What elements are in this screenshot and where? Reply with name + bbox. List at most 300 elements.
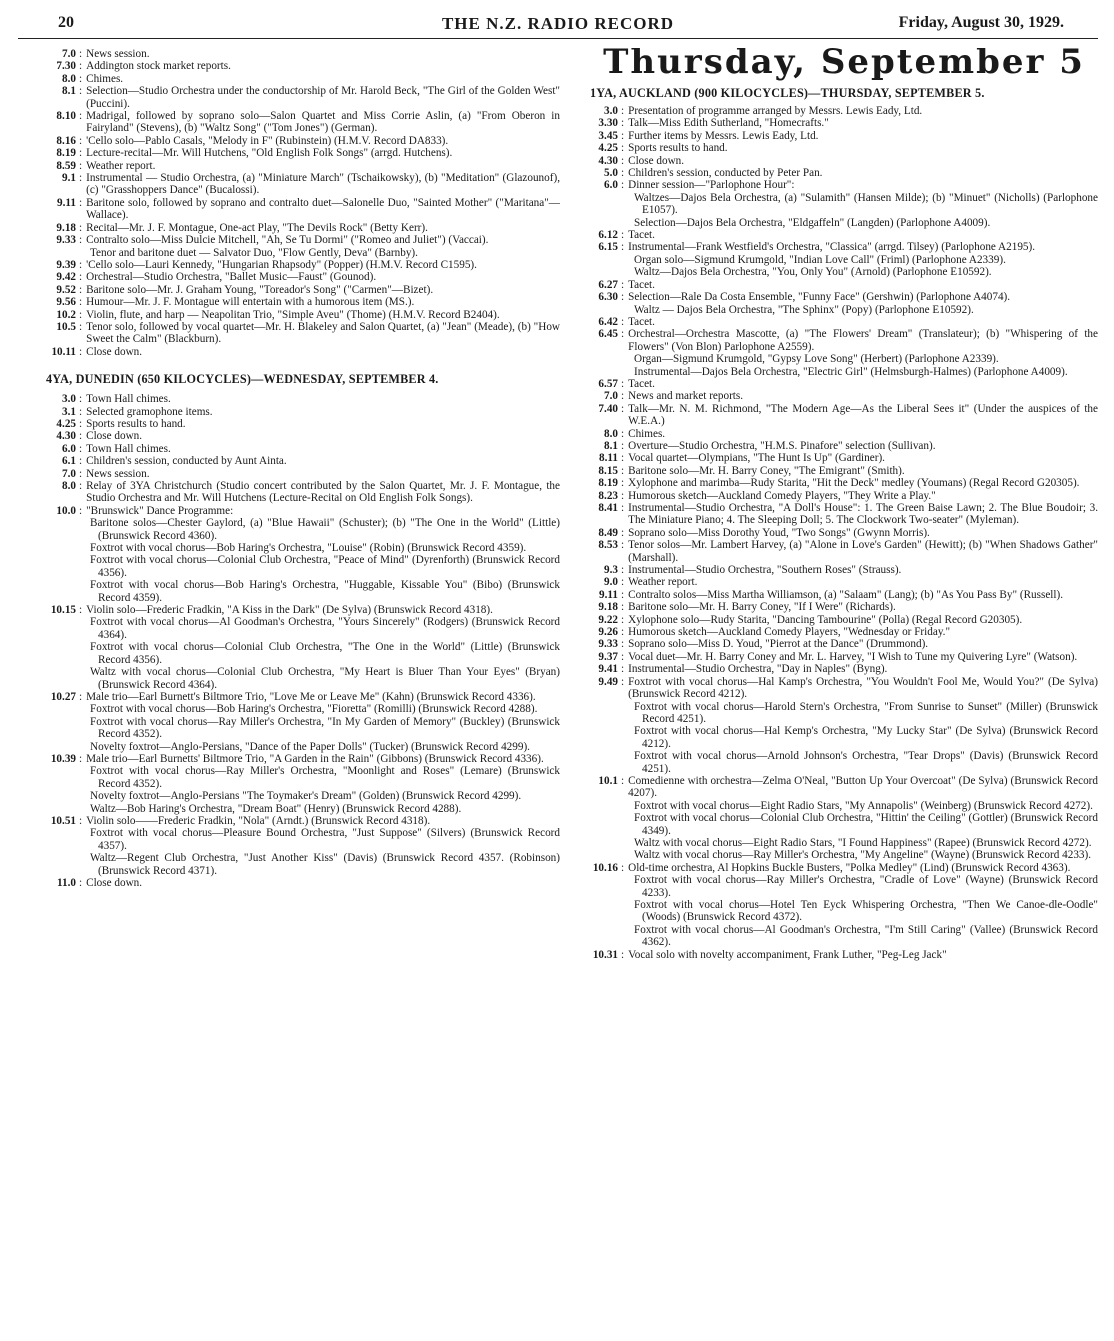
- entry-text: Old-time orchestra, Al Hopkins Buckle Busters, "Polka Medley" (Lind) (Brunswick Record 4363).: [628, 861, 1071, 874]
- entry-time: 10.39: [50, 752, 76, 765]
- time-separator: :: [621, 539, 625, 552]
- time-separator: :: [79, 877, 83, 889]
- programme-list-3ya: [46, 48, 560, 358]
- entry-time: 9.39: [56, 258, 76, 271]
- programme-entry: [46, 60, 560, 72]
- entry-text: Talk—Mr. N. M. Richmond, "The Modern Age—As the Liberal Sees it" (Under the auspices of the W.E.A.): [628, 402, 1098, 428]
- entry-time: 7.40: [598, 402, 618, 415]
- programme-entry: [46, 691, 560, 703]
- time-separator: :: [79, 442, 83, 455]
- entry-subitem: Selection—Dajos Bela Orchestra, "Eldgaffeln" (Langden) (Parlophone A4009).: [634, 216, 991, 229]
- programme-entry: [46, 160, 560, 172]
- entry-text: Humour—Mr. J. F. Montague will entertain with a humorous item (MS.).: [86, 296, 415, 309]
- entry-text: Weather report.: [628, 576, 698, 589]
- programme-list-1ya: [590, 105, 1098, 961]
- entry-text: Selection—Rale Da Costa Ensemble, "Funny Face" (Gershwin) (Parlophone A4074).: [628, 291, 1011, 304]
- entry-time: 7.0: [604, 390, 618, 403]
- time-separator: :: [621, 489, 625, 502]
- time-separator: :: [621, 526, 625, 539]
- entry-time: 9.56: [56, 296, 76, 309]
- entry-subitem: Foxtrot with vocal chorus—Bob Haring's Orchestra, "Fioretta" (Romilli) (Brunswick Record 4288).: [90, 703, 538, 716]
- entry-time: 4.25: [56, 417, 76, 430]
- time-separator: :: [79, 147, 83, 160]
- programme-entry: [46, 271, 560, 283]
- entry-time: 9.42: [56, 271, 76, 284]
- time-separator: :: [79, 258, 83, 271]
- programme-entry: [590, 576, 1098, 588]
- time-separator: :: [79, 85, 83, 98]
- programme-entry: [590, 949, 1098, 961]
- programme-entry: [590, 291, 1098, 303]
- programme-entry: [46, 406, 560, 418]
- entry-time: 9.0: [604, 576, 618, 589]
- entry-text: Madrigal, followed by soprano solo—Salon Quartet and Miss Corrie Aslin, (a) "From Oberon in Fairyland" (Stevens), (b) "Waltz Song" ("Tom Jones") (German).: [86, 110, 560, 135]
- time-separator: :: [621, 291, 625, 304]
- entry-subitem: Waltz—Regent Club Orchestra, "Just Another Kiss" (Davis) (Brunswick Record 4357. (Robinson) (Brunswick Record 4371).: [90, 852, 560, 877]
- programme-entry: [46, 172, 560, 197]
- entry-subitem: Waltz with vocal chorus—Eight Radio Stars, "I Found Happiness" (Rapee) (Brunswick Record 4272).: [634, 836, 1092, 849]
- programme-entry: [46, 259, 560, 271]
- time-separator: :: [621, 315, 625, 328]
- time-separator: :: [79, 308, 83, 321]
- entry-subitem: Foxtrot with vocal chorus—Colonial Club Orchestra, "The One in the World" (Little) (Brunswick Record 4356).: [90, 641, 560, 666]
- programme-entry: [46, 505, 560, 517]
- programme-entry: [590, 601, 1098, 613]
- time-separator: :: [79, 814, 83, 827]
- programme-entry: [590, 105, 1098, 117]
- programme-entry: [590, 390, 1098, 402]
- entry-text: 'Cello solo—Lauri Kennedy, "Hungarian Rhapsody" (Popper) (H.M.V. Record C1595).: [86, 258, 477, 271]
- entry-time: 7.0: [62, 48, 76, 60]
- time-separator: :: [79, 296, 83, 309]
- time-separator: :: [79, 455, 83, 468]
- entry-subitem: Foxtrot with vocal chorus—Ray Miller's Orchestra, "Moonlight and Roses" (Lemare) (Brunswick Record 4352).: [90, 765, 560, 790]
- entry-time: 8.0: [62, 72, 76, 85]
- time-separator: :: [79, 752, 83, 765]
- programme-entry: [590, 452, 1098, 464]
- entry-subitem: Foxtrot with vocal chorus—Colonial Club Orchestra, "Hittin' the Ceiling" (Gottler) (Brunswick Record 4349).: [634, 812, 1098, 837]
- entry-text: Lecture-recital—Mr. Will Hutchens, "Old English Folk Songs" (arrgd. Hutchens).: [86, 147, 453, 160]
- entry-text: 'Cello solo—Pablo Casals, "Melody in F" (Rubinstein) (H.M.V. Record DA833).: [86, 134, 449, 147]
- programme-entry: [590, 527, 1098, 539]
- entry-subitem: Organ solo—Sigmund Krumgold, "Indian Love Call" (Friml) (Parlophone A2339).: [634, 253, 1006, 266]
- entry-time: 10.51: [50, 814, 76, 827]
- entry-text: Sports results to hand.: [86, 417, 186, 430]
- entry-text: News session.: [86, 467, 150, 480]
- entry-time: 9.52: [56, 283, 76, 296]
- time-separator: :: [621, 464, 625, 477]
- entry-subitem: Foxtrot with vocal chorus—Arnold Johnson's Orchestra, "Tear Drops" (Davis) (Brunswick Record 4251).: [634, 750, 1098, 775]
- entry-text: Relay of 3YA Christchurch (Studio concert contributed by the Salon Quartet, Mr. J. F. Montague, the Studio Orchestra and Mr. Will Hutchens (Lecture-Recital on Old English Folk Songs).: [86, 480, 560, 505]
- time-separator: :: [621, 179, 625, 192]
- entry-text: Instrumental — Studio Orchestra, (a) "Miniature March" (Tschaikowsky), (b) "Meditation" (Glazounof), (c) "Grasshoppers Dance" (Bucalossi).: [86, 172, 560, 197]
- programme-entry: [46, 480, 560, 505]
- entry-time: 6.12: [598, 229, 618, 242]
- entry-text: Baritone solo—Mr. J. Graham Young, "Toreador's Song" ("Carmen"—Bizet).: [86, 283, 434, 296]
- time-separator: :: [79, 345, 83, 358]
- entry-text: Violin solo——Frederic Fradkin, "Nola" (Arndt.) (Brunswick Record 4318).: [86, 814, 431, 827]
- entry-subitem: Foxtrot with vocal chorus—Colonial Club Orchestra, "Peace of Mind" (Dyrenforth) (Brunswick Record 4356).: [90, 554, 560, 579]
- entry-subitem: Waltzes—Dajos Bela Orchestra, (a) "Sulamith" (Hansen Milde); (b) "Minuet" (Nicholls) (Parlophone E1057).: [634, 191, 1098, 217]
- right-column: [590, 48, 1098, 1338]
- time-separator: :: [79, 690, 83, 703]
- entry-time: 3.1: [62, 405, 76, 418]
- entry-text: Dinner session—"Parlophone Hour":: [628, 179, 795, 192]
- entry-text: News and market reports.: [628, 390, 744, 403]
- time-separator: :: [79, 467, 83, 480]
- entry-time: 4.30: [56, 430, 76, 443]
- entry-time: 10.31: [592, 948, 618, 961]
- entry-text: Tenor solos—Mr. Lambert Harvey, (a) "Alone in Love's Garden" (Hewitt); (b) "When Shadows Gather" (Marshall).: [628, 539, 1098, 564]
- entry-time: 9.11: [57, 196, 76, 209]
- entry-time: 9.1: [62, 172, 76, 185]
- time-separator: :: [621, 613, 625, 626]
- time-separator: :: [79, 320, 83, 333]
- entry-text: Addington stock market reports.: [86, 60, 231, 73]
- entry-text: Violin solo—Frederic Fradkin, "A Kiss in the Dark" (De Sylva) (Brunswick Record 4318).: [86, 604, 493, 617]
- entry-text: "Brunswick" Dance Programme:: [86, 504, 234, 517]
- entry-text: Instrumental—Studio Orchestra, "Southern Roses" (Strauss).: [628, 564, 902, 577]
- entry-text: Tenor solo, followed by vocal quartet—Mr. H. Blakeley and Salon Quartet, (a) "Jean" (Meade), (b) "How Sweet the Calm" (Blackburn).: [86, 320, 560, 346]
- programme-entry: [590, 490, 1098, 502]
- time-separator: :: [79, 221, 83, 234]
- time-separator: :: [79, 417, 83, 430]
- time-separator: :: [79, 172, 83, 185]
- entry-time: 9.26: [598, 626, 618, 639]
- entry-time: 3.0: [62, 393, 76, 406]
- entry-subitem: Waltz—Bob Haring's Orchestra, "Dream Boat" (Henry) (Brunswick Record 4288).: [90, 802, 462, 815]
- programme-entry: [46, 430, 560, 442]
- entry-time: 8.59: [56, 159, 76, 172]
- time-separator: :: [621, 229, 625, 242]
- entry-subitem: Foxtrot with vocal chorus—Hotel Ten Eyck Whispering Orchestra, "Then We Canoe-dle-Oodle" (Woods) (Brunswick Record 4372).: [634, 899, 1098, 924]
- entry-text: Close down.: [628, 154, 685, 167]
- entry-text: Tacet.: [628, 229, 655, 242]
- entry-text: Instrumental—Studio Orchestra, "Day in Naples" (Byng).: [628, 663, 888, 676]
- entry-subitem: Foxtrot with vocal chorus—Bob Haring's Orchestra, "Louise" (Robin) (Brunswick Record 4359).: [90, 542, 527, 555]
- entry-time: 9.11: [599, 588, 618, 601]
- entry-text: Overture—Studio Orchestra, "H.M.S. Pinafore" selection (Sullivan).: [628, 439, 936, 452]
- entry-text: Children's session, conducted by Peter Pan.: [628, 167, 823, 180]
- left-column: [46, 48, 560, 1338]
- entry-time: 9.41: [598, 663, 618, 676]
- entry-text: Further items by Messrs. Lewis Eady, Ltd.: [628, 129, 819, 142]
- time-separator: :: [79, 234, 83, 247]
- programme-entry: [46, 296, 560, 308]
- programme-entry: [46, 197, 560, 222]
- programme-entry: [46, 393, 560, 405]
- programme-entry: [590, 155, 1098, 167]
- entry-time: 7.30: [56, 60, 76, 73]
- programme-list-4ya: [46, 393, 560, 889]
- publication-title: THE N.Z. RADIO RECORD: [441, 14, 675, 33]
- entry-text: Humorous sketch—Auckland Comedy Players, "Wednesday or Friday.": [628, 626, 951, 639]
- entry-time: 10.0: [56, 504, 76, 517]
- entry-subitem: Tenor and baritone duet — Salvator Duo, "Flow Gently, Deva" (Barnby).: [90, 246, 418, 259]
- programme-entry: [46, 73, 560, 85]
- entry-text: Instrumental—Studio Orchestra, "A Doll's House": 1. The Green Baise Lawn; 2. The Blue Boudoir; 3. The Miniature Piano; 4. The Sleeping Doll; 5. The Clockwork Two-seater" (Myleman).: [628, 502, 1098, 527]
- entry-time: 8.41: [598, 502, 618, 514]
- time-separator: :: [621, 452, 625, 465]
- entry-text: Tacet.: [628, 377, 655, 390]
- entry-time: 9.37: [598, 650, 618, 663]
- time-separator: :: [621, 328, 625, 341]
- entry-subitem: Novelty foxtrot—Anglo-Persians, "Dance of the Paper Dolls" (Tucker) (Brunswick Record 4299).: [90, 740, 530, 753]
- entry-time: 6.57: [598, 377, 618, 390]
- time-separator: :: [621, 117, 625, 130]
- entry-time: 8.1: [604, 439, 618, 452]
- time-separator: :: [621, 663, 625, 676]
- entry-time: 9.18: [56, 221, 76, 234]
- programme-entry: [46, 309, 560, 321]
- entry-time: 6.1: [62, 455, 76, 468]
- programme-entry: [590, 564, 1098, 576]
- entry-subitem: Foxtrot with vocal chorus—Al Goodman's Orchestra, "Yours Sincerely" (Rodgers) (Brunswick Record 4364).: [90, 616, 560, 641]
- entry-subitem: Foxtrot with vocal chorus—Ray Miller's Orchestra, "In My Garden of Memory" (Buckley) (Brunswick Record 4352).: [90, 715, 560, 741]
- programme-entry: [590, 130, 1098, 142]
- entry-text: Close down.: [86, 877, 143, 889]
- programme-entry: [46, 753, 560, 765]
- entry-subitem: Foxtrot with vocal chorus—Bob Haring's Orchestra, "Huggable, Kissable You" (Bibo) (Brunswick Record 4359).: [90, 579, 560, 604]
- time-separator: :: [621, 439, 625, 452]
- entry-text: Comedienne with orchestra—Zelma O'Neal, "Button Up Your Overcoat" (De Sylva) (Brunswick Record 4207).: [628, 774, 1098, 800]
- entry-time: 9.49: [598, 675, 618, 688]
- programme-entry: [590, 614, 1098, 626]
- programme-entry: [590, 502, 1098, 527]
- time-separator: :: [621, 167, 625, 180]
- entry-text: Children's session, conducted by Aunt Ainta.: [86, 455, 287, 468]
- entry-text: Tacet.: [628, 315, 655, 328]
- entry-text: Talk—Miss Edith Sutherland, "Homecrafts.": [628, 117, 829, 130]
- entry-text: Town Hall chimes.: [86, 393, 171, 406]
- programme-entry: [46, 455, 560, 467]
- time-separator: :: [621, 142, 625, 155]
- time-separator: :: [79, 504, 83, 517]
- programme-entry: [46, 346, 560, 358]
- programme-entry: [46, 815, 560, 827]
- time-separator: :: [79, 430, 83, 443]
- programme-entry: [590, 539, 1098, 564]
- entry-text: Baritone solo—Mr. H. Barry Coney, "The Emigrant" (Smith).: [628, 464, 905, 477]
- entry-text: Contralto solos—Miss Martha Williamson, (a) "Salaam" (Lang); (b) "As You Pass By" (Russell).: [628, 588, 1064, 601]
- programme-entry: [590, 316, 1098, 328]
- entry-time: 8.1: [62, 85, 76, 98]
- entry-subitem: Instrumental—Dajos Bela Orchestra, "Electric Girl" (Helmsburgh-Halmes) (Parlophone A4009).: [634, 365, 1068, 378]
- station-heading-1ya: 1YA, AUCKLAND (900 KILOCYCLES)—THURSDAY, SEPTEMBER 5.: [590, 86, 985, 100]
- issue-date: Friday, August 30, 1929.: [898, 14, 1064, 31]
- programme-entry: [46, 321, 560, 346]
- programme-entry: [46, 443, 560, 455]
- entry-time: 8.23: [598, 489, 618, 502]
- entry-subitem: Waltz — Dajos Bela Orchestra, "The Sphinx" (Popy) (Parlophone E10592).: [634, 303, 974, 316]
- programme-entry: [46, 468, 560, 480]
- entry-text: Recital—Mr. J. F. Montague, One-act Play, "The Devils Rock" (Betty Kerr).: [86, 221, 428, 234]
- entry-text: Xylophone solo—Rudy Starita, "Dancing Tambourine" (Polla) (Regal Record G20305).: [628, 613, 1023, 626]
- entry-time: 7.0: [62, 467, 76, 480]
- entry-subitem: Foxtrot with vocal chorus—Harold Stern's Orchestra, "From Sunrise to Sunset" (Miller) (Brunswick Record 4251).: [634, 700, 1098, 725]
- programme-entry: [46, 85, 560, 110]
- entry-text: Presentation of programme arranged by Messrs. Lewis Eady, Ltd.: [628, 105, 923, 117]
- programme-entry: [590, 663, 1098, 675]
- entry-time: 9.18: [598, 601, 618, 614]
- entry-time: 8.19: [598, 477, 618, 490]
- time-separator: :: [621, 377, 625, 390]
- time-separator: :: [621, 564, 625, 577]
- entry-time: 6.15: [598, 241, 618, 254]
- entry-text: Close down.: [86, 430, 143, 443]
- programme-entry: [46, 877, 560, 889]
- entry-subitem: Organ—Sigmund Krumgold, "Gypsy Love Song" (Herbert) (Parlophone A2339).: [634, 353, 999, 366]
- entry-time: 10.11: [51, 345, 76, 358]
- time-separator: :: [79, 604, 83, 617]
- time-separator: :: [621, 502, 625, 514]
- entry-time: 4.30: [598, 154, 618, 167]
- entry-text: Town Hall chimes.: [86, 442, 171, 455]
- programme-entry: [590, 440, 1098, 452]
- entry-time: 3.30: [598, 117, 618, 130]
- entry-time: 8.0: [604, 427, 618, 440]
- time-separator: :: [79, 405, 83, 418]
- programme-entry: [590, 465, 1098, 477]
- entry-time: 10.27: [50, 690, 76, 703]
- time-separator: :: [621, 638, 625, 651]
- programme-entry: [590, 626, 1098, 638]
- programme-entry: [46, 284, 560, 296]
- programme-entry: [590, 403, 1098, 428]
- entry-text: Instrumental—Frank Westfield's Orchestra, "Classica" (arrgd. Tilsey) (Parlophone A2195).: [628, 241, 1036, 254]
- entry-time: 8.0: [62, 480, 76, 492]
- entry-text: Tacet.: [628, 278, 655, 291]
- entry-subitem: Foxtrot with vocal chorus—Hal Kemp's Orchestra, "My Lucky Star" (De Sylva) (Brunswick Record 4212).: [634, 725, 1098, 750]
- entry-text: News session.: [86, 48, 150, 60]
- time-separator: :: [621, 576, 625, 589]
- time-separator: :: [621, 601, 625, 614]
- entry-time: 10.5: [56, 320, 76, 333]
- programme-entry: [46, 222, 560, 234]
- entry-text: Violin, flute, and harp — Neapolitan Trio, "Simple Aveu" (Thome) (H.M.V. Record B2404).: [86, 308, 500, 321]
- entry-time: 8.15: [598, 464, 618, 477]
- time-separator: :: [79, 60, 83, 73]
- station-heading-4ya: 4YA, DUNEDIN (650 KILOCYCLES)—WEDNESDAY, SEPTEMBER 4.: [46, 372, 439, 387]
- entry-text: Humorous sketch—Auckland Comedy Players, "They Write a Play.": [628, 489, 936, 502]
- entry-text: Weather report.: [86, 159, 156, 172]
- entry-text: Vocal duet—Mr. H. Barry Coney and Mr. L. Harvey, "I Wish to Tune my Quivering Lyre" (Watson).: [628, 650, 1078, 663]
- programme-entry: [590, 378, 1098, 390]
- programme-entry: [46, 234, 560, 246]
- time-separator: :: [621, 477, 625, 490]
- time-separator: :: [621, 390, 625, 403]
- entry-time: 10.16: [592, 861, 618, 874]
- entry-time: 3.45: [598, 129, 618, 142]
- entry-time: 11.0: [57, 877, 76, 889]
- programme-entry: [590, 142, 1098, 154]
- time-separator: :: [621, 948, 625, 961]
- entry-time: 8.11: [599, 452, 618, 465]
- time-separator: :: [79, 159, 83, 172]
- entry-time: 8.16: [56, 134, 76, 147]
- header-rule: [18, 38, 1098, 39]
- time-separator: :: [79, 271, 83, 284]
- programme-entry: [590, 279, 1098, 291]
- entry-text: Orchestral—Studio Orchestra, "Ballet Music—Faust" (Gounod).: [86, 271, 377, 284]
- entry-subitem: Foxtrot with vocal chorus—Ray Miller's Orchestra, "Cradle of Love" (Wayne) (Brunswick Record 4233).: [634, 874, 1098, 899]
- entry-text: Soprano solo—Miss D. Youd, "Pierrot at the Dance" (Drummond).: [628, 638, 929, 651]
- programme-entry: [46, 110, 560, 135]
- day-title: Thursday, September 5: [603, 48, 1085, 82]
- entry-time: 10.1: [598, 774, 618, 787]
- programme-entry: [46, 147, 560, 159]
- programme-entry: [46, 418, 560, 430]
- entry-time: 8.10: [56, 110, 76, 123]
- time-separator: :: [621, 402, 625, 415]
- programme-entry: [590, 117, 1098, 129]
- programme-entry: [590, 862, 1098, 874]
- entry-text: Selection—Studio Orchestra under the conductorship of Mr. Harold Beck, "The Girl of the Golden West" (Puccini).: [86, 85, 560, 110]
- entry-time: 4.25: [598, 142, 618, 155]
- entry-text: Xylophone and marimba—Rudy Starita, "Hit the Deck" medley (Youmans) (Regal Record G20305).: [628, 477, 1080, 490]
- page-number: 20: [58, 14, 74, 31]
- programme-entry: [590, 638, 1098, 650]
- entry-time: 8.53: [598, 539, 618, 552]
- entry-text: Selected gramophone items.: [86, 405, 213, 418]
- entry-time: 10.2: [56, 308, 76, 321]
- programme-entry: [46, 48, 560, 60]
- entry-text: Baritone solo, followed by soprano and contralto duet—Salonelle Duo, "Sainted Mother" ("Maritana"—Wallace).: [86, 196, 560, 222]
- entry-text: Baritone solo—Mr. H. Barry Coney, "If I Were" (Richards).: [628, 601, 896, 614]
- entry-text: Sports results to hand.: [628, 142, 728, 155]
- entry-time: 6.0: [62, 442, 76, 455]
- entry-text: Male trio—Earl Burnetts' Biltmore Trio, "A Garden in the Rain" (Gibbons) (Brunswick Record 4336).: [86, 752, 544, 765]
- time-separator: :: [621, 675, 625, 688]
- entry-text: Chimes.: [86, 72, 124, 85]
- entry-time: 3.0: [604, 105, 618, 117]
- time-separator: :: [79, 283, 83, 296]
- time-separator: :: [79, 48, 83, 60]
- entry-subitem: Novelty foxtrot—Anglo-Persians "The Toymaker's Dream" (Golden) (Brunswick Record 4299).: [90, 790, 522, 803]
- time-separator: :: [621, 626, 625, 639]
- time-separator: :: [621, 278, 625, 291]
- time-separator: :: [621, 861, 625, 874]
- time-separator: :: [621, 774, 625, 787]
- entry-subitem: Waltz—Dajos Bela Orchestra, "You, Only You" (Arnold) (Parlophone E10592).: [634, 266, 992, 279]
- time-separator: :: [79, 110, 83, 123]
- programme-entry: [46, 604, 560, 616]
- entry-time: 9.33: [598, 638, 618, 651]
- time-separator: :: [621, 241, 625, 254]
- programme-entry: [46, 135, 560, 147]
- entry-time: 9.3: [604, 564, 618, 577]
- entry-subitem: Foxtrot with vocal chorus—Eight Radio Stars, "My Annapolis" (Weinberg) (Brunswick Record 4272).: [634, 799, 1093, 812]
- time-separator: :: [621, 105, 625, 117]
- entry-time: 9.22: [598, 613, 618, 626]
- entry-text: Male trio—Earl Burnett's Biltmore Trio, "Love Me or Leave Me" (Kahn) (Brunswick Record 4336).: [86, 690, 536, 703]
- programme-entry: [590, 651, 1098, 663]
- programme-entry: [590, 241, 1098, 253]
- entry-text: Orchestral—Orchestra Mascotte, (a) "The Flowers' Dream" (Translateur); (b) "Whispering of the Flowers" (Von Blon) Parlophone A2559).: [628, 328, 1098, 353]
- entry-text: Vocal quartet—Olympians, "The Hunt Is Up" (Gardiner).: [628, 452, 885, 465]
- time-separator: :: [621, 427, 625, 440]
- entry-time: 8.49: [598, 526, 618, 539]
- entry-time: 6.42: [598, 315, 618, 328]
- entry-text: Close down.: [86, 345, 143, 358]
- entry-time: 10.15: [50, 604, 76, 617]
- time-separator: :: [79, 393, 83, 406]
- programme-entry: [590, 328, 1098, 353]
- entry-subitem: Waltz with vocal chorus—Ray Miller's Orchestra, "My Angeline" (Wayne) (Brunswick Record 4233).: [634, 849, 1092, 862]
- entry-subitem: Foxtrot with vocal chorus—Pleasure Bound Orchestra, "Just Suppose" (Silvers) (Brunswick Record 4357).: [90, 827, 560, 852]
- programme-entry: [590, 477, 1098, 489]
- entry-text: Soprano solo—Miss Dorothy Youd, "Two Songs" (Gwynn Morris).: [628, 526, 930, 539]
